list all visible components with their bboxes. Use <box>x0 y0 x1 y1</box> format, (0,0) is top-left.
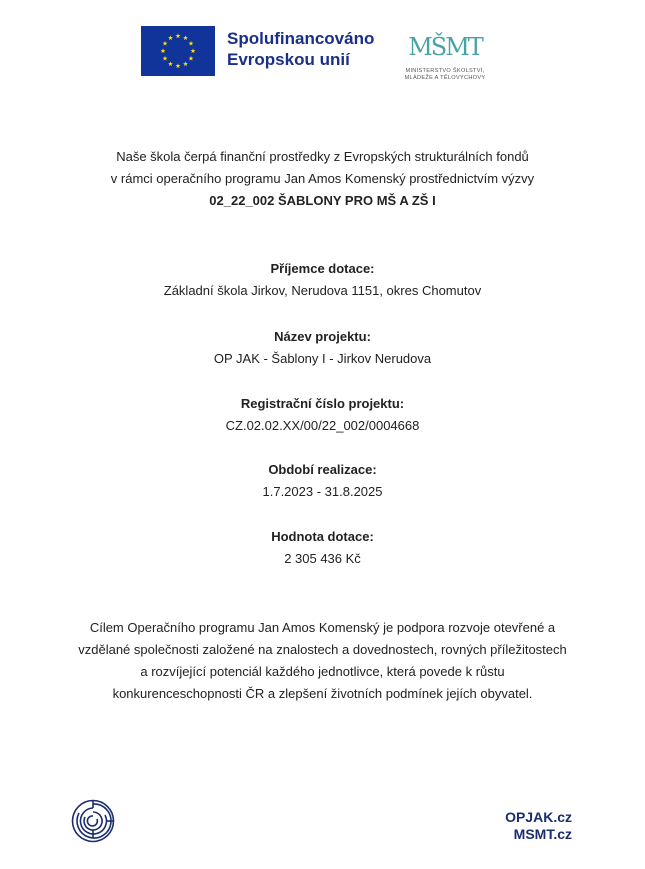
field-value: Základní škola Jirkov, Nerudova 1151, okres Chomutov <box>163 283 482 298</box>
eu-star <box>176 33 181 38</box>
footer-links <box>505 809 572 843</box>
eu-flag-logo <box>141 26 215 76</box>
intro-line2: v rámci operačního programu Jan Amos Komenský prostřednictvím výzvy <box>110 171 535 186</box>
eu-star <box>189 41 194 46</box>
field-registration-number <box>0 393 645 437</box>
goal-line3: a rozvíjející potenciál každého jednotlivce, která povede k růstu <box>140 664 505 679</box>
eu-star <box>168 35 173 40</box>
field-project-name <box>0 326 645 370</box>
field-label: Název projektu: <box>274 329 371 344</box>
eu-star <box>163 41 168 46</box>
eu-star <box>161 48 166 53</box>
field-label: Příjemce dotace: <box>270 261 375 276</box>
goal-line1: Cílem Operačního programu Jan Amos Komenský je podpora rozvoje otevřené a <box>89 620 556 635</box>
msmt-logo <box>393 25 497 82</box>
eu-star <box>176 63 181 68</box>
opjak-link[interactable]: OPJAK.cz <box>505 809 572 825</box>
field-value: 1.7.2023 - 31.8.2025 <box>262 484 383 499</box>
intro-block <box>0 146 645 212</box>
field-label: Hodnota dotace: <box>271 529 374 544</box>
eu-star <box>189 56 194 61</box>
eu-text-line1: Spolufinancováno <box>227 29 375 48</box>
field-period <box>0 459 645 503</box>
eu-cofinanced-text <box>227 28 374 70</box>
msmt-link[interactable]: MSMT.cz <box>513 826 572 842</box>
eu-star <box>168 61 173 66</box>
goal-line4: konkurenceschopnosti ČR a zlepšení životních podmínek jejích obyvatel. <box>112 686 533 701</box>
msmt-logo-mark <box>408 25 482 63</box>
field-amount <box>0 526 645 570</box>
msmt-name-line2: MLÁDEŽE A TĚLOVÝCHOVY <box>404 75 486 81</box>
opjak-maze-icon <box>71 799 115 843</box>
field-value: CZ.02.02.XX/00/22_002/0004668 <box>225 418 420 433</box>
field-label: Období realizace: <box>268 462 377 477</box>
field-label: Registrační číslo projektu: <box>240 396 405 411</box>
msmt-logo-letters: MŠMT <box>408 33 482 61</box>
eu-star <box>183 35 188 40</box>
intro-line1: Naše škola čerpá finanční prostředky z Evropských strukturálních fondů <box>116 149 529 164</box>
call-title: 02_22_002 ŠABLONY PRO MŠ A ZŠ I <box>209 193 436 208</box>
eu-stars-icon <box>141 26 215 76</box>
field-value: OP JAK - Šablony I - Jirkov Nerudova <box>213 351 432 366</box>
goal-paragraph <box>0 617 645 705</box>
eu-star <box>183 61 188 66</box>
eu-text-line2: Evropskou unií <box>227 50 350 69</box>
eu-star <box>163 56 168 61</box>
field-value: 2 305 436 Kč <box>284 551 361 566</box>
msmt-name-line1: MINISTERSTVO ŠKOLSTVÍ, <box>405 68 485 74</box>
field-recipient <box>0 258 645 302</box>
goal-line2: vzdělané společnosti založené na znalostech a dovednostech, rovných příležitostech <box>78 642 567 657</box>
eu-star <box>191 48 196 53</box>
